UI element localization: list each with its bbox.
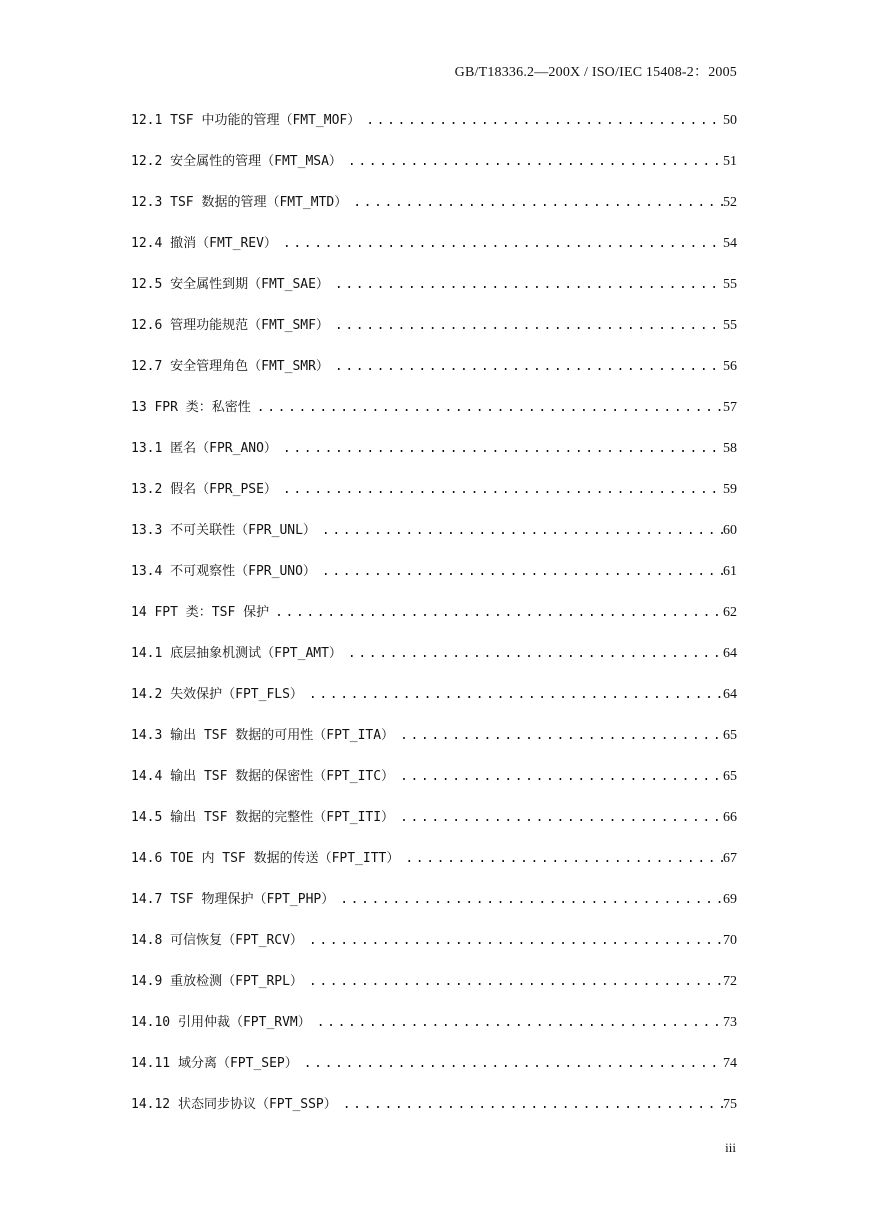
toc-entry-page: 74 <box>723 1056 737 1071</box>
toc-entry-page: 57 <box>723 400 737 415</box>
toc-entry-page: 60 <box>723 523 737 538</box>
toc-entry-page: 58 <box>723 441 737 456</box>
toc-entry-page: 55 <box>723 277 737 292</box>
toc-dot-leader <box>277 477 723 503</box>
toc-dot-leader <box>334 887 723 913</box>
toc-entry-title: 13.3 不可关联性（FPR_UNL） <box>131 523 316 538</box>
toc-dot-leader <box>360 108 723 134</box>
toc-entry-page: 62 <box>723 605 737 620</box>
toc-entry[interactable] <box>131 190 737 231</box>
toc-entry-page: 69 <box>723 892 737 907</box>
toc-entry-title: 12.6 管理功能规范（FMT_SMF） <box>131 318 329 333</box>
toc-dot-leader <box>329 354 723 380</box>
toc-entry-title: 12.5 安全属性到期（FMT_SAE） <box>131 277 329 292</box>
toc-entry-page: 51 <box>723 154 737 169</box>
toc-entry-page: 56 <box>723 359 737 374</box>
toc-entry[interactable] <box>131 559 737 600</box>
toc-dot-leader <box>303 969 723 995</box>
toc-entry[interactable] <box>131 313 737 354</box>
toc-entry-title: 12.2 安全属性的管理（FMT_MSA） <box>131 154 342 169</box>
toc-entry[interactable] <box>131 764 737 805</box>
toc-entry-title: 14.12 状态同步协议（FPT_SSP） <box>131 1097 337 1112</box>
toc-entry[interactable] <box>131 518 737 559</box>
toc-dot-leader <box>277 436 723 462</box>
toc-entry-title: 14.4 输出 TSF 数据的保密性（FPT_ITC） <box>131 769 395 784</box>
toc-dot-leader <box>316 559 723 585</box>
toc-entry[interactable] <box>131 723 737 764</box>
toc-entry-page: 66 <box>723 810 737 825</box>
toc-entry[interactable] <box>131 1051 737 1092</box>
toc-entry-page: 55 <box>723 318 737 333</box>
toc-dot-leader <box>311 1010 723 1036</box>
toc-dot-leader <box>399 846 723 872</box>
toc-entry[interactable] <box>131 354 737 395</box>
toc-entry-title: 13.2 假名（FPR_PSE） <box>131 482 277 497</box>
toc-entry-page: 50 <box>723 113 737 128</box>
toc-entry-title: 14.11 域分离（FPT_SEP） <box>131 1056 298 1071</box>
toc-entry-title: 13.1 匿名（FPR_ANO） <box>131 441 277 456</box>
toc-entry-title: 12.3 TSF 数据的管理（FMT_MTD） <box>131 195 348 210</box>
toc-entry-title: 12.1 TSF 中功能的管理（FMT_MOF） <box>131 113 361 128</box>
toc-entry-title: 13.4 不可观察性（FPR_UNO） <box>131 564 316 579</box>
toc-dot-leader <box>251 395 723 421</box>
toc-entry-title: 14.9 重放检测（FPT_RPL） <box>131 974 303 989</box>
toc-entry-page: 75 <box>723 1097 737 1112</box>
toc-entry-page: 54 <box>723 236 737 251</box>
toc-dot-leader <box>298 1051 723 1077</box>
toc-dot-leader <box>329 272 723 298</box>
toc-entry-title: 14.7 TSF 物理保护（FPT_PHP） <box>131 892 335 907</box>
toc-entry[interactable] <box>131 231 737 272</box>
toc-dot-leader <box>394 764 723 790</box>
toc-dot-leader <box>316 518 723 544</box>
toc-dot-leader <box>394 723 723 749</box>
toc-entry-page: 61 <box>723 564 737 579</box>
toc-entry[interactable] <box>131 682 737 723</box>
toc-dot-leader <box>269 600 723 626</box>
toc-entry-page: 73 <box>723 1015 737 1030</box>
toc-entry[interactable] <box>131 1010 737 1051</box>
toc-entry[interactable] <box>131 969 737 1010</box>
toc-entry-title: 13 FPR 类：私密性 <box>131 400 251 415</box>
toc-dot-leader <box>303 682 723 708</box>
toc-dot-leader <box>277 231 723 257</box>
toc-entry-page: 64 <box>723 646 737 661</box>
toc-entry[interactable] <box>131 108 737 149</box>
toc-entry-page: 65 <box>723 769 737 784</box>
toc-dot-leader <box>342 149 723 175</box>
toc-entry[interactable] <box>131 846 737 887</box>
toc-entry-title: 14 FPT 类：TSF 保护 <box>131 605 270 620</box>
document-header: GB/T18336.2—200X / ISO/IEC 15408-2：2005 <box>454 65 737 80</box>
toc-entry-title: 14.10 引用仲裁（FPT_RVM） <box>131 1015 311 1030</box>
toc-entry[interactable] <box>131 395 737 436</box>
toc-entry[interactable] <box>131 477 737 518</box>
toc-entry[interactable] <box>131 1092 737 1133</box>
toc-entry-title: 14.3 输出 TSF 数据的可用性（FPT_ITA） <box>131 728 395 743</box>
toc-entry[interactable] <box>131 641 737 682</box>
toc-entry-title: 12.7 安全管理角色（FMT_SMR） <box>131 359 329 374</box>
toc-entry-page: 64 <box>723 687 737 702</box>
toc-entry[interactable] <box>131 887 737 928</box>
page-number: iii <box>725 1140 736 1155</box>
toc-dot-leader <box>337 1092 723 1118</box>
toc-dot-leader <box>394 805 723 831</box>
toc-entry-title: 14.6 TOE 内 TSF 数据的传送（FPT_ITT） <box>131 851 400 866</box>
toc-entry[interactable] <box>131 436 737 477</box>
toc-entry[interactable] <box>131 272 737 313</box>
toc-dot-leader <box>347 190 723 216</box>
toc-entry-title: 14.1 底层抽象机测试（FPT_AMT） <box>131 646 342 661</box>
toc-entry-title: 12.4 撤消（FMT_REV） <box>131 236 277 251</box>
toc-entry-title: 14.8 可信恢复（FPT_RCV） <box>131 933 303 948</box>
toc-entry[interactable] <box>131 600 737 641</box>
toc-dot-leader <box>329 313 723 339</box>
toc-entry[interactable] <box>131 928 737 969</box>
toc-entry[interactable] <box>131 805 737 846</box>
toc-entry-page: 70 <box>723 933 737 948</box>
toc-dot-leader <box>303 928 723 954</box>
table-of-contents <box>131 108 737 1133</box>
toc-entry[interactable] <box>131 149 737 190</box>
toc-dot-leader <box>342 641 723 667</box>
toc-entry-title: 14.5 输出 TSF 数据的完整性（FPT_ITI） <box>131 810 395 825</box>
toc-entry-page: 72 <box>723 974 737 989</box>
toc-entry-page: 59 <box>723 482 737 497</box>
toc-entry-title: 14.2 失效保护（FPT_FLS） <box>131 687 303 702</box>
toc-entry-page: 65 <box>723 728 737 743</box>
toc-entry-page: 52 <box>723 195 737 210</box>
toc-entry-page: 67 <box>723 851 737 866</box>
